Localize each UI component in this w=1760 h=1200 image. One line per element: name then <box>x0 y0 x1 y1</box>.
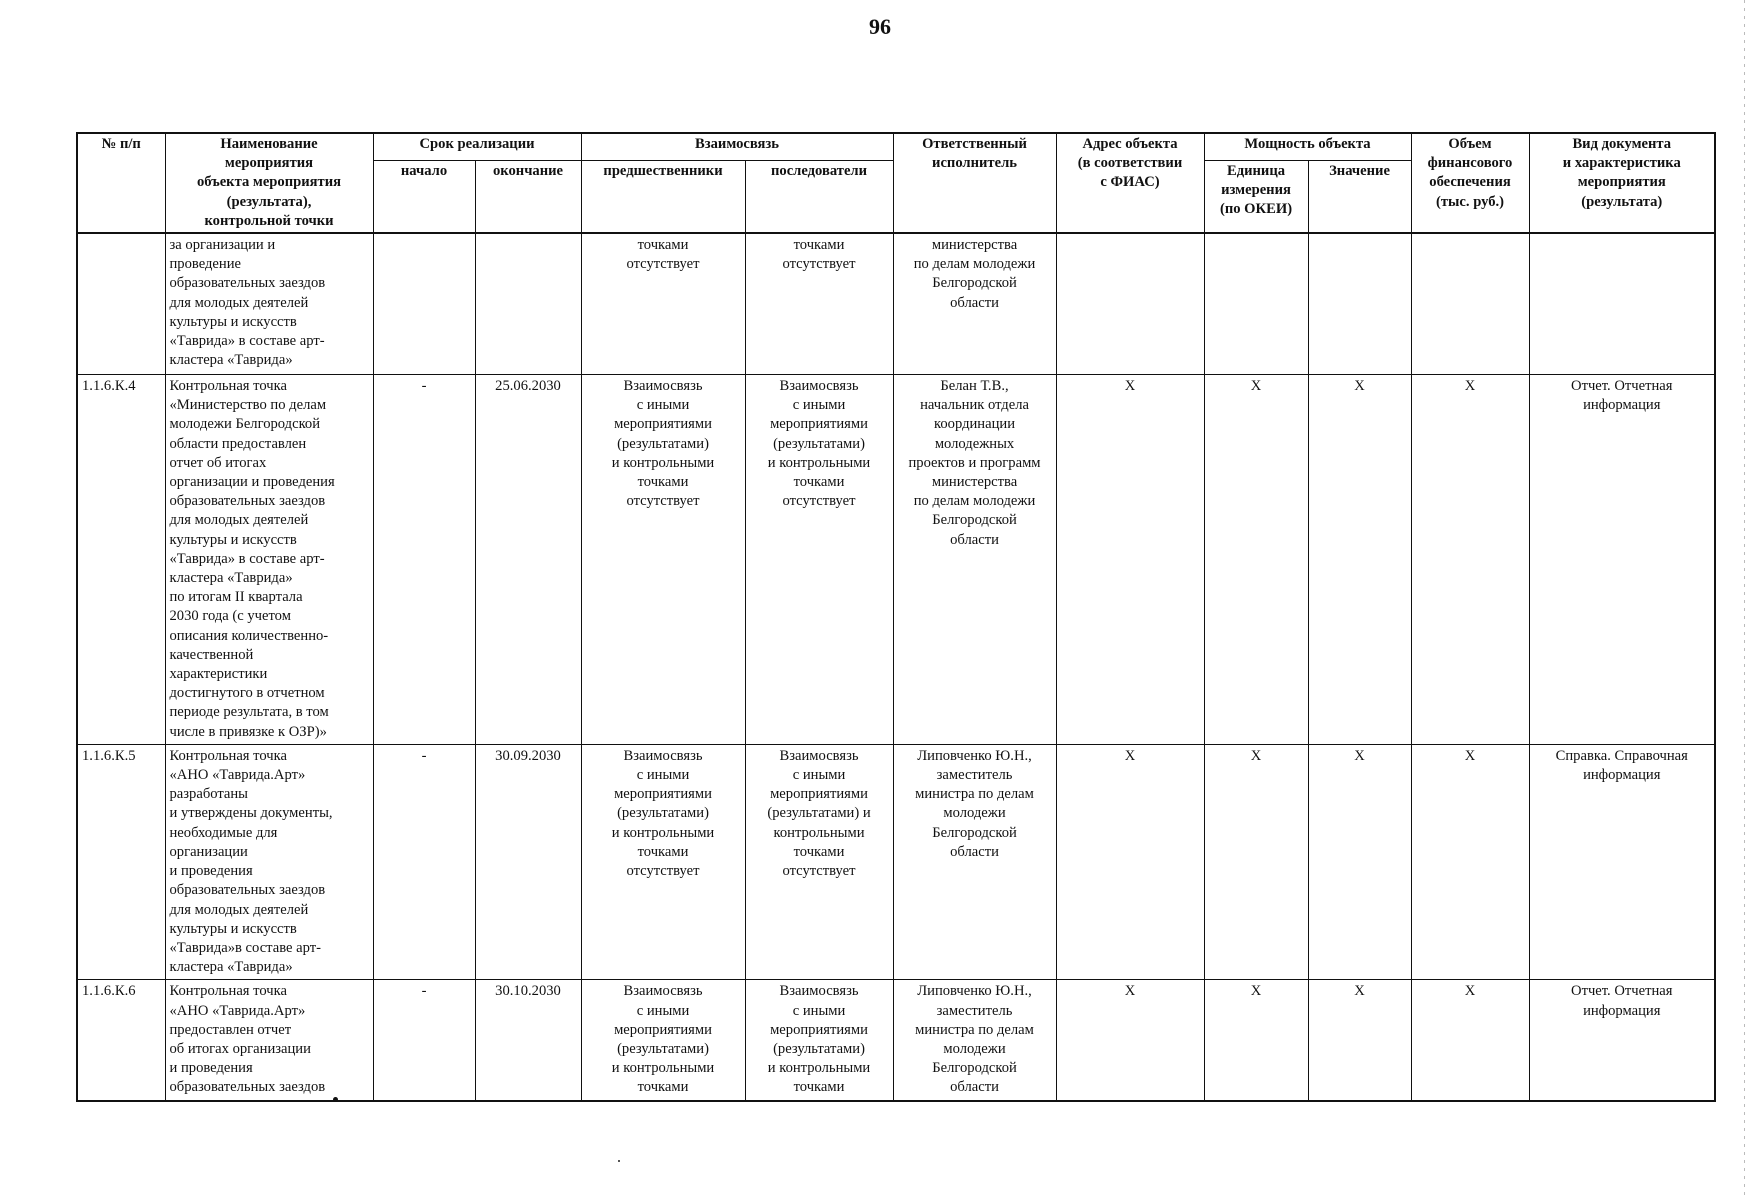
cell-responsible: Липовченко Ю.Н., заместитель министра по делам молодежи Белгородской области <box>893 744 1056 979</box>
cell-start <box>373 233 475 375</box>
cell-address: Х <box>1056 375 1204 745</box>
cell-document: Отчет. Отчетная информация <box>1529 980 1715 1101</box>
scan-dot-mark <box>333 1097 338 1102</box>
cell-value: Х <box>1308 980 1411 1101</box>
cell-unit: Х <box>1204 744 1308 979</box>
table-row <box>77 233 1715 375</box>
table-row <box>77 375 1715 745</box>
cell-name: за организации и проведение образовательных заездов для молодых деятелей культуры и искусств «Таврида» в составе арт- кластера «Таврида» <box>165 233 373 375</box>
header-link: Взаимосвязь <box>581 133 893 160</box>
table-header <box>77 133 1715 233</box>
cell-num: 1.1.6.К.4 <box>77 375 165 745</box>
header-document: Вид документа и характеристика мероприятия (результата) <box>1529 133 1715 233</box>
cell-prev: Взаимосвязь с иными мероприятиями (результатами) и контрольными точками <box>581 980 745 1101</box>
cell-address <box>1056 233 1204 375</box>
cell-num: 1.1.6.К.6 <box>77 980 165 1101</box>
header-link-prev: предшественники <box>581 160 745 233</box>
header-power-unit: Единица измерения (по ОКЕИ) <box>1204 160 1308 233</box>
plan-table <box>76 132 1716 1102</box>
cell-finance: Х <box>1411 980 1529 1101</box>
cell-prev: точками отсутствует <box>581 233 745 375</box>
cell-next: Взаимосвязь с иными мероприятиями (результатами) и контрольными точками отсутствует <box>745 744 893 979</box>
cell-name: Контрольная точка «АНО «Таврида.Арт» предоставлен отчет об итогах организации и проведения образовательных заездов <box>165 980 373 1101</box>
cell-value <box>1308 233 1411 375</box>
cell-start: - <box>373 980 475 1101</box>
scan-edge-line <box>1744 0 1745 1200</box>
cell-unit: Х <box>1204 980 1308 1101</box>
cell-end: 30.09.2030 <box>475 744 581 979</box>
cell-end <box>475 233 581 375</box>
cell-next: точками отсутствует <box>745 233 893 375</box>
cell-next: Взаимосвязь с иными мероприятиями (результатами) и контрольными точками отсутствует <box>745 375 893 745</box>
header-responsible: Ответственный исполнитель <box>893 133 1056 233</box>
cell-unit <box>1204 233 1308 375</box>
cell-name: Контрольная точка «Министерство по делам молодежи Белгородской области предоставлен отчет об итогах организации и проведения образовательных заездов для молодых деятелей культуры и искусств «Таврида» в составе арт- кластера «Таврида» по итогам II квартала 2030 года (с учетом описания количественно- качественной характеристики достигнутого в отчетном периоде результата, в том числе в привязке к ОЗР)» <box>165 375 373 745</box>
cell-start: - <box>373 744 475 979</box>
cell-num: 1.1.6.К.5 <box>77 744 165 979</box>
cell-start: - <box>373 375 475 745</box>
cell-address: Х <box>1056 980 1204 1101</box>
header-address: Адрес объекта (в соответствии с ФИАС) <box>1056 133 1204 233</box>
cell-end: 25.06.2030 <box>475 375 581 745</box>
cell-prev: Взаимосвязь с иными мероприятиями (результатами) и контрольными точками отсутствует <box>581 375 745 745</box>
cell-document: Отчет. Отчетная информация <box>1529 375 1715 745</box>
cell-finance <box>1411 233 1529 375</box>
cell-num <box>77 233 165 375</box>
cell-document: Справка. Справочная информация <box>1529 744 1715 979</box>
cell-address: Х <box>1056 744 1204 979</box>
page-number: 96 <box>869 14 891 39</box>
header-term-end: окончание <box>475 160 581 233</box>
header-power: Мощность объекта <box>1204 133 1411 160</box>
cell-prev: Взаимосвязь с иными мероприятиями (результатами) и контрольными точками отсутствует <box>581 744 745 979</box>
table-row <box>77 980 1715 1101</box>
cell-end: 30.10.2030 <box>475 980 581 1101</box>
scan-speck-mark <box>618 1160 620 1162</box>
header-term-start: начало <box>373 160 475 233</box>
cell-value: Х <box>1308 744 1411 979</box>
cell-responsible: Белан Т.В., начальник отдела координации молодежных проектов и программ министерства по делам молодежи Белгородской области <box>893 375 1056 745</box>
table-row <box>77 744 1715 979</box>
cell-next: Взаимосвязь с иными мероприятиями (результатами) и контрольными точками <box>745 980 893 1101</box>
cell-document <box>1529 233 1715 375</box>
header-power-value: Значение <box>1308 160 1411 233</box>
header-term: Срок реализации <box>373 133 581 160</box>
header-finance: Объем финансового обеспечения (тыс. руб.) <box>1411 133 1529 233</box>
header-link-next: последователи <box>745 160 893 233</box>
header-name: Наименование мероприятия объекта мероприятия (результата), контрольной точки <box>165 133 373 233</box>
cell-name: Контрольная точка «АНО «Таврида.Арт» разработаны и утверждены документы, необходимые для организации и проведения образовательных заездов для молодых деятелей культуры и искусств «Таврида»в составе арт- кластера «Таврида» <box>165 744 373 979</box>
cell-responsible: министерства по делам молодежи Белгородской области <box>893 233 1056 375</box>
cell-finance: Х <box>1411 375 1529 745</box>
cell-value: Х <box>1308 375 1411 745</box>
cell-unit: Х <box>1204 375 1308 745</box>
cell-finance: Х <box>1411 744 1529 979</box>
cell-responsible: Липовченко Ю.Н., заместитель министра по делам молодежи Белгородской области <box>893 980 1056 1101</box>
header-num: № п/п <box>77 133 165 233</box>
